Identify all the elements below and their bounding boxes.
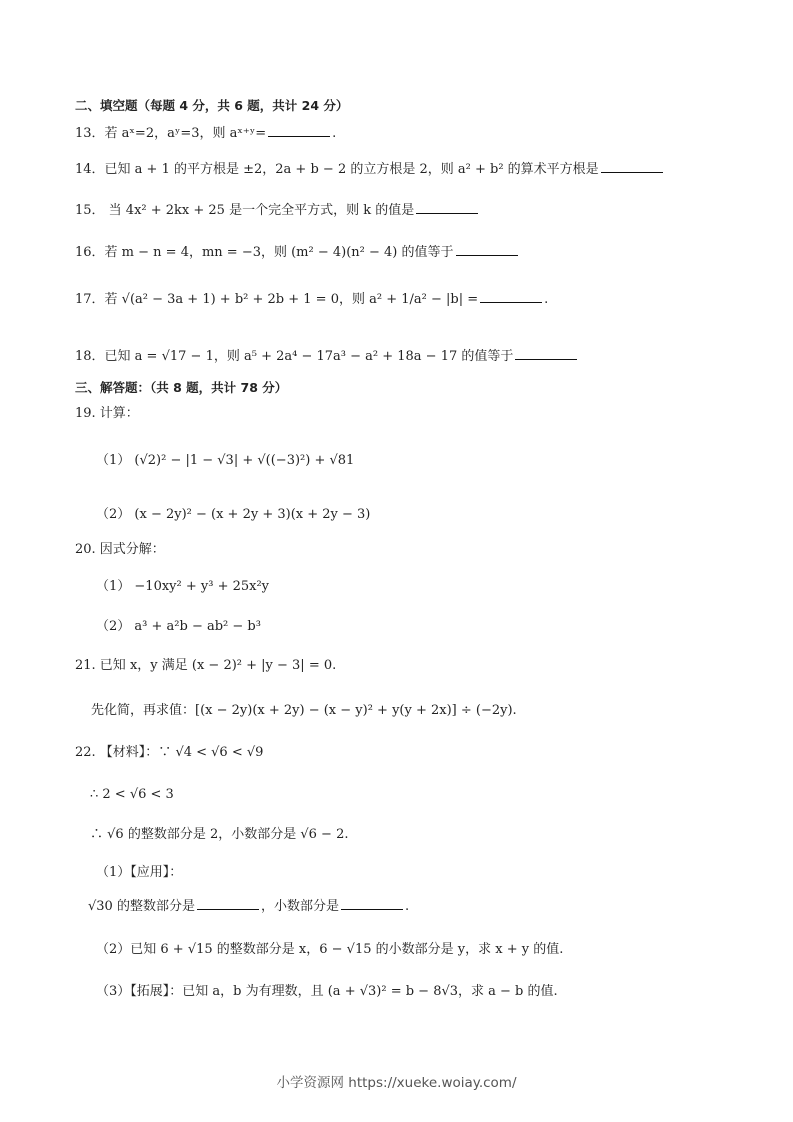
answer-blank (268, 124, 330, 137)
question-22-part-1: √30 的整数部分是 ，小数部分是 . (88, 899, 410, 914)
question-21-simplify: 先化简，再求值：[(x − 2y)(x + 2y) − (x − y)² + y(y + 2x)] ÷ (−2y). (91, 703, 517, 718)
question-17: 17．若 √(a² − 3a + 1) + b² + 2b + 1 = 0，则 a² + 1/a² − |b| = . (75, 292, 549, 307)
answer-blank (456, 243, 518, 256)
answer-blank (601, 160, 663, 173)
question-21: 21. 已知 x，y 满足 (x − 2)² + |y − 3| = 0. (75, 658, 337, 673)
question-22-step-3: ∴ √6 的整数部分是 2，小数部分是 √6 − 2. (90, 827, 349, 842)
answer-blank (197, 897, 259, 910)
question-13: 13．若 aˣ=2，aʸ=3，则 aˣ⁺ʸ= . (75, 126, 337, 141)
question-20-part-2: （2） a³ + a²b − ab² − b³ (96, 619, 261, 634)
question-22-part-2: （2）已知 6 + √15 的整数部分是 x，6 − √15 的小数部分是 y，求 x + y 的值. (96, 942, 564, 957)
question-20: 20. 因式分解： (75, 542, 165, 557)
question-14: 14．已知 a + 1 的平方根是 ±2，2a + b − 2 的立方根是 2，则 a² + b² 的算术平方根是 (75, 160, 665, 179)
question-19: 19. 计算： (75, 406, 139, 421)
question-18: 18．已知 a = √17 − 1，则 a⁵ + 2a⁴ − 17a³ − a² + 18a − 17 的值等于 (75, 347, 579, 366)
question-22-part-3: （3）【拓展】：已知 a，b 为有理数，且 (a + √3)² = b − 8√3，求 a − b 的值. (96, 984, 558, 999)
question-20-part-1: （1） −10xy² + y³ + 25x²y (96, 579, 270, 594)
question-15: 15． 当 4x² + 2kx + 25 是一个完全平方式，则 k 的值是 (75, 201, 480, 220)
answer-blank (480, 290, 542, 303)
section-header-fill-blank: 二、填空题（每题 4 分，共 6 题，共计 24 分） (75, 98, 349, 113)
question-22-material: 22. 【材料】：∵ √4 < √6 < √9 (75, 745, 264, 760)
question-22-step-2: ∴ 2 < √6 < 3 (90, 787, 174, 802)
question-19-part-1: （1） (√2)² − |1 − √3| + √((−3)²) + √81 (96, 453, 355, 468)
answer-blank (515, 347, 577, 360)
footer-watermark: 小学资源网 https://xueke.woiay.com/ (276, 1075, 517, 1091)
question-16: 16．若 m − n = 4，mn = −3，则 (m² − 4)(n² − 4) 的值等于 (75, 243, 520, 262)
question-19-part-2: （2） (x − 2y)² − (x + 2y + 3)(x + 2y − 3) (96, 507, 371, 522)
answer-blank (341, 897, 403, 910)
section-header-answer: 三、解答题：（共 8 题，共计 78 分） (75, 380, 288, 395)
answer-blank (416, 201, 478, 214)
question-22-part-1-label: （1）【应用】： (96, 865, 183, 880)
